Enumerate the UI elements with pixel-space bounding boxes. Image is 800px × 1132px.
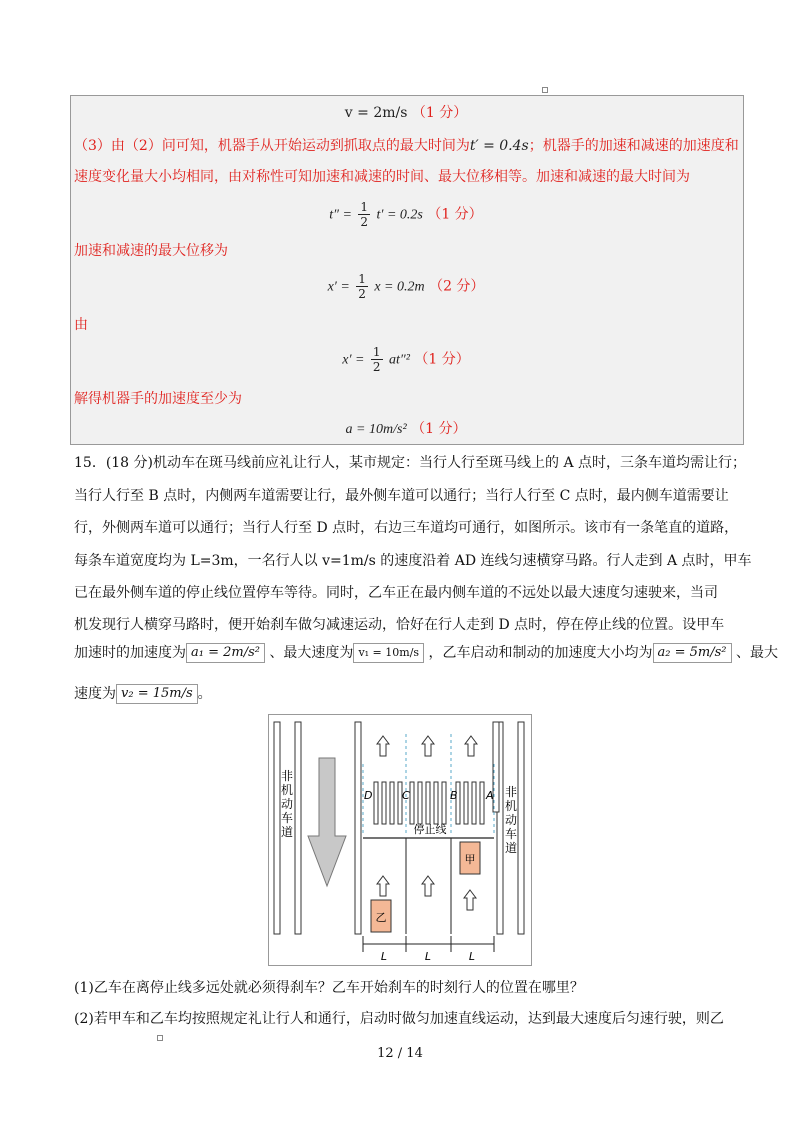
eq3-left: x′ = — [327, 279, 350, 295]
fraction-half: $\frac{1}{2}$ — [372, 345, 381, 374]
equation-t — [70, 200, 742, 229]
problem-line-3: 行，外侧两车道可以通行；当行人行至 D 点时，右边三车道均可通行，如图所示。该市有一条笔直的道路， — [74, 520, 739, 536]
car-yi-label: 乙 — [375, 911, 387, 924]
eq3-score: （2 分） — [429, 278, 485, 295]
dim-L-2: L — [424, 950, 432, 963]
right-outer-bar — [518, 722, 524, 934]
question-1: (1)乙车在离停止线多远处就必须得刹车？乙车开始刹车的时刻行人的位置在哪里？ — [74, 980, 584, 996]
formula-v1: v₁ = 10m/s — [353, 643, 424, 663]
l7-text-c: ，乙车启动和制动的加速度大小均为 — [428, 645, 653, 661]
left-inner-bar — [295, 722, 301, 934]
corner-mark — [157, 1035, 163, 1041]
point-B: B — [450, 789, 458, 802]
equation-v — [70, 102, 742, 122]
problem-line-8 — [74, 683, 212, 704]
left-label-1: 机 — [280, 783, 294, 797]
left-label-0: 非 — [280, 769, 294, 783]
problem-line-6: 机发现行人横穿马路时，便开始刹车做匀减速运动，恰好在行人走到 D 点时，停在停止线的位置。设甲车 — [74, 617, 725, 633]
l7-text-a: 加速时的加速度为 — [74, 645, 186, 661]
stop-line-label: 停止线 — [413, 823, 447, 836]
left-lane-label — [281, 768, 293, 839]
formula-a2: a₂ = 5m/s² — [653, 643, 732, 663]
fraction-half: $\frac{1}{2}$ — [360, 200, 369, 229]
line-from: 由 — [74, 317, 88, 333]
eq2-score: （1 分） — [427, 206, 483, 223]
fraction-half: $\frac{1}{2}$ — [358, 272, 366, 301]
problem-line-2: 当行人行至 B 点时，内侧两车道需要让行，最外侧车道可以通行；当行人行至 C 点时，最内侧车道需要让 — [74, 488, 729, 504]
left-label-2: 动 — [280, 797, 294, 811]
formula-v2: v₂ = 15m/s — [116, 684, 198, 704]
problem-line-7 — [74, 642, 778, 663]
point-D: D — [364, 789, 373, 802]
car-jia-label: 甲 — [464, 853, 476, 866]
right-label-1: 机 — [504, 799, 518, 813]
eq4-score: （1 分） — [414, 351, 470, 368]
part3-t-value: t′ = 0.4s — [469, 138, 529, 154]
l8-text-a: 速度为 — [74, 686, 116, 702]
l7-text-d: 、最大 — [735, 645, 778, 661]
eq2-right: t′ = 0.2s — [376, 207, 423, 223]
left-outer-bar — [274, 722, 280, 934]
eq5-score: （1 分） — [411, 421, 467, 437]
line-max-displacement: 加速和减速的最大位移为 — [74, 243, 228, 259]
zebra-crossing — [374, 782, 484, 824]
eq1-text: v = 2m/s — [344, 105, 408, 121]
figure-frame — [269, 715, 532, 966]
road-figure — [268, 714, 532, 966]
right-label-2: 动 — [504, 813, 518, 827]
line-min-accel: 解得机器手的加速度至少为 — [74, 391, 242, 407]
right-label-3: 车 — [504, 827, 518, 841]
right-label-4: 道 — [504, 841, 518, 855]
question-2: (2)若甲车和乙车均按照规定礼让行人和通行，启动时做匀加速直线运动，达到最大速度后匀速行驶，则乙 — [74, 1011, 724, 1027]
page-number: 12 / 14 — [377, 1046, 423, 1061]
problem-line-4: 每条车道宽度均为 L=3m，一名行人以 v=1m/s 的速度沿着 AD 连线匀速横穿马路。行人走到 A 点时，甲车 — [74, 553, 752, 569]
part3-line1-a: （3）由（2）问可知，机器手从开始运动到抓取点的最大时间为 — [74, 138, 470, 154]
eq4-right: at″² — [389, 352, 410, 368]
eq3-right: x = 0.2m — [374, 279, 425, 295]
formula-a1: a₁ = 2m/s² — [186, 643, 265, 663]
l7-text-b: 、最大速度为 — [269, 645, 354, 661]
equation-x-at — [70, 345, 742, 374]
dim-L-1: L — [380, 950, 388, 963]
problem-line-5: 已在最外侧车道的停止线位置停车等待。同时，乙车正在最内侧车道的不远处以最大速度匀速驶来，当司 — [74, 585, 718, 601]
equation-a — [70, 418, 742, 438]
dim-L-3: L — [468, 950, 476, 963]
right-label-0: 非 — [504, 785, 518, 799]
eq5-text: a = 10m/s² — [345, 422, 407, 437]
point-A: A — [486, 789, 494, 802]
part3-line1 — [74, 135, 739, 155]
part3-line1-b: ；机器手的加速和减速的加速度和 — [528, 138, 739, 154]
part3-line2: 速度变化量大小均相同，由对称性可知加速和减速的时间、最大位移相等。加速和减速的最大时间为 — [74, 169, 690, 185]
l8-text-b: 。 — [197, 686, 212, 702]
right-lane-label — [505, 784, 517, 855]
eq1-score: （1 分） — [411, 105, 468, 121]
median-bar — [355, 722, 361, 934]
corner-mark — [542, 87, 548, 93]
eq4-left: x′ = — [342, 352, 365, 368]
eq2-left: t″ = — [329, 207, 352, 223]
left-label-3: 车 — [280, 811, 294, 825]
problem-line-1: 15．(18 分)机动车在斑马线前应礼让行人，某市规定：当行人行至斑马线上的 A 点时，三条车道均需让行； — [74, 455, 747, 471]
point-C: C — [402, 789, 410, 802]
left-label-4: 道 — [280, 825, 294, 839]
equation-x — [70, 272, 742, 301]
